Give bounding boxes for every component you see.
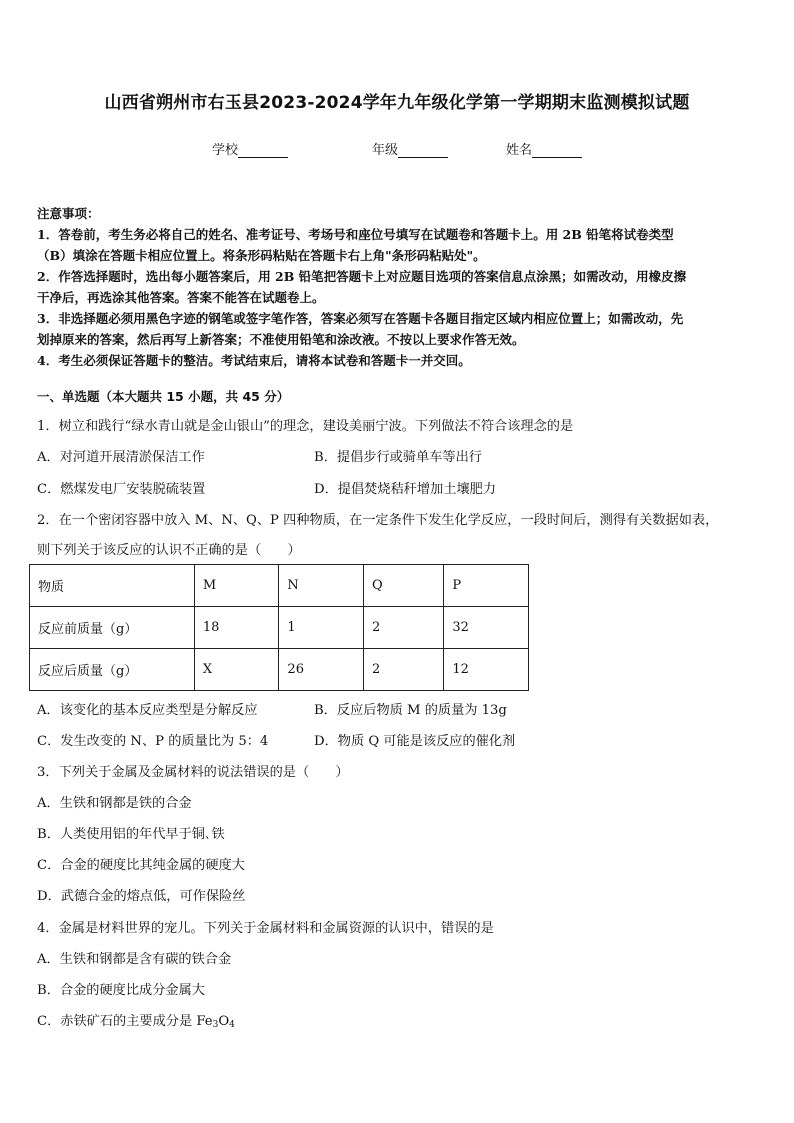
table-cell: 1 <box>279 607 364 649</box>
q2-option-b[interactable]: B．反应后物质 M 的质量为 13g <box>314 703 507 718</box>
table-cell: Q <box>363 565 443 607</box>
subscript: 3 <box>212 1020 219 1030</box>
q2-stem-line1: 2．在一个密闭容器中放入 M、N、Q、P 四种物质，在一定条件下发生化学反应，一段时间后，测得有关数据如表， <box>37 513 719 528</box>
q2-option-c[interactable]: C．发生改变的 N、P 的质量比为 5：4 <box>37 734 269 749</box>
section-title: 一、单选题（本大题共 15 小题，共 45 分） <box>37 389 290 404</box>
notes-item: （B）填涂在答题卡相应位置上。将条形码粘贴在答题卡右上角"条形码粘贴处"。 <box>37 248 486 263</box>
q1-option-d[interactable]: D．提倡焚烧秸秆增加土壤肥力 <box>314 482 497 497</box>
table-cell: 2 <box>363 607 443 649</box>
q2-data-table <box>29 564 529 691</box>
q4-stem: 4．金属是材料世界的宠儿。下列关于金属材料和金属资源的认识中，错误的是 <box>37 921 494 936</box>
grade-field[interactable] <box>372 139 448 158</box>
student-info-row <box>0 139 794 159</box>
school-field[interactable] <box>212 139 288 158</box>
table-cell: P <box>444 565 529 607</box>
table-cell: 反应前质量（g） <box>30 607 195 649</box>
table-cell: X <box>194 649 279 691</box>
q2-stem-line2: 则下列关于该反应的认识不正确的是（ ） <box>37 543 301 558</box>
table-row <box>30 649 529 691</box>
school-blank[interactable] <box>238 144 288 158</box>
name-field[interactable] <box>506 139 582 158</box>
notes-heading: 注意事项： <box>37 206 100 221</box>
table-cell: 物质 <box>30 565 195 607</box>
grade-blank[interactable] <box>398 144 448 158</box>
q4-option-c[interactable] <box>37 1010 235 1030</box>
q4-option-b[interactable]: B．合金的硬度比成分金属大 <box>37 983 205 998</box>
table-cell: 32 <box>444 607 529 649</box>
notes-block <box>37 203 759 371</box>
name-blank[interactable] <box>532 144 582 158</box>
q1-option-a[interactable]: A．对河道开展清淤保洁工作 <box>37 450 205 465</box>
q3-option-c[interactable]: C．合金的硬度比其纯金属的硬度大 <box>37 858 245 873</box>
q2-option-a[interactable]: A．该变化的基本反应类型是分解反应 <box>37 703 258 718</box>
table-cell: 反应后质量（g） <box>30 649 195 691</box>
q3-stem: 3．下列关于金属及金属材料的说法错误的是（ ） <box>37 765 349 780</box>
notes-item: 2．作答选择题时，选出每小题答案后，用 2B 铅笔把答题卡上对应题目选项的答案信息点涂黑；如需改动，用橡皮擦 <box>37 269 687 284</box>
table-cell: 2 <box>363 649 443 691</box>
notes-item: 划掉原来的答案，然后再写上新答案；不准使用铅笔和涂改液。不按以上要求作答无效。 <box>37 332 525 347</box>
q4-option-c-text: C．赤铁矿石的主要成分是 Fe <box>37 1014 213 1029</box>
formula-part: O <box>218 1014 230 1029</box>
notes-item: 1．答卷前，考生务必将自己的姓名、准考证号、考场号和座位号填写在试题卷和答题卡上。用 2B 铅笔将试卷类型 <box>37 227 674 242</box>
q3-option-a[interactable]: A．生铁和钢都是铁的合金 <box>37 796 192 811</box>
table-cell: 26 <box>279 649 364 691</box>
school-label: 学校 <box>212 143 239 158</box>
name-label: 姓名 <box>506 143 533 158</box>
table-header-row <box>30 565 529 607</box>
notes-item: 3．非选择题必须用黑色字迹的钢笔或签字笔作答，答案必须写在答题卡各题目指定区域内相应位置上；如需改动，先 <box>37 311 684 326</box>
notes-item: 4．考生必须保证答题卡的整洁。考试结束后，请将本试卷和答题卡一并交回。 <box>37 353 471 368</box>
grade-label: 年级 <box>372 143 399 158</box>
q4-option-a[interactable]: A．生铁和钢都是含有碳的铁合金 <box>37 952 232 967</box>
q1-stem: 1．树立和践行“绿水青山就是金山银山”的理念，建设美丽宁波。下列做法不符合该理念的是 <box>37 419 574 434</box>
table-cell: M <box>194 565 279 607</box>
q3-option-d[interactable]: D．武德合金的熔点低，可作保险丝 <box>37 889 246 904</box>
table-cell: 18 <box>194 607 279 649</box>
subscript: 4 <box>229 1020 235 1030</box>
q1-option-b[interactable]: B．提倡步行或骑单车等出行 <box>314 450 482 465</box>
table-cell: 12 <box>444 649 529 691</box>
table-cell: N <box>279 565 364 607</box>
page-title: 山西省朔州市右玉县2023-2024学年九年级化学第一学期期末监测模拟试题 <box>104 93 690 113</box>
table-row <box>30 607 529 649</box>
q3-option-b[interactable]: B．人类使用铝的年代早于铜､铁 <box>37 827 225 842</box>
q2-option-d[interactable]: D．物质 Q 可能是该反应的催化剂 <box>314 734 516 749</box>
q1-option-c[interactable]: C．燃煤发电厂安装脱硫装置 <box>37 482 206 497</box>
notes-item: 干净后，再选涂其他答案。答案不能答在试题卷上。 <box>37 290 325 305</box>
